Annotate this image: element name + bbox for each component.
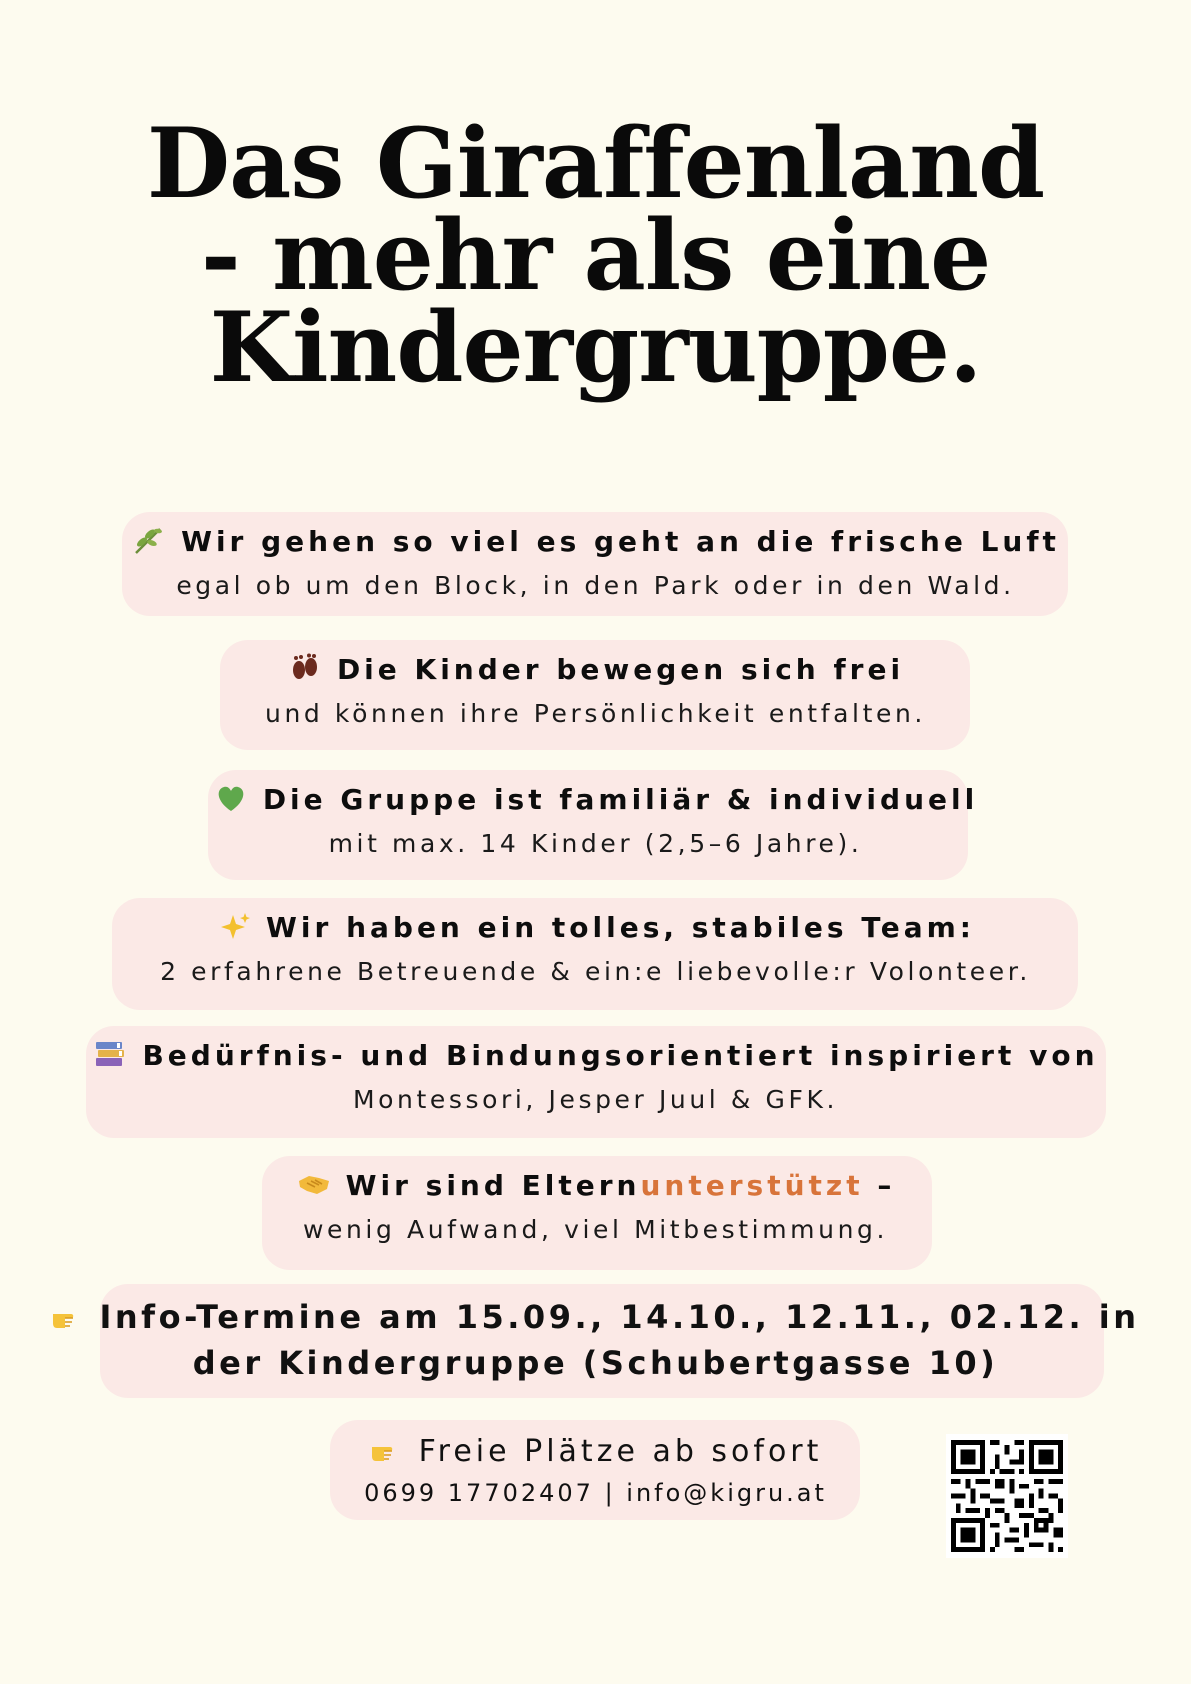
- title-line-3: Kindergruppe.: [209, 291, 982, 404]
- title-line-2: - mehr als eine: [200, 199, 991, 312]
- title-line-1: Das Giraffenland: [146, 107, 1045, 220]
- pointing-hand-icon: [51, 1298, 85, 1328]
- feature-description: und können ihre Persönlichkeit entfalten.: [265, 699, 926, 728]
- footprints-icon: [287, 653, 323, 683]
- feature-heading: Die Kinder bewegen sich frei: [0, 652, 1191, 688]
- feature-heading: Wir sind Elternunterstützt –: [0, 1168, 1191, 1204]
- feature-heading: Wir gehen so viel es geht an die frische Luft: [0, 524, 1191, 560]
- books-icon: [92, 1039, 128, 1069]
- feature-description: wenig Aufwand, viel Mitbestimmung.: [302, 1215, 889, 1244]
- feature-item-fresh-air: [0, 524, 1191, 604]
- feature-item-free-movement: [0, 652, 1191, 732]
- feature-item-pedagogy: [0, 1038, 1191, 1118]
- info-line-2: der Kindergruppe (Schubertgasse 10): [192, 1344, 999, 1382]
- feature-item-team: [0, 910, 1191, 990]
- feature-item-parent-run: [0, 1168, 1191, 1248]
- page-title: [0, 107, 1191, 404]
- feature-heading: Bedürfnis- und Bindungsorientiert inspiriert von: [0, 1038, 1191, 1074]
- free-spots-line: Freie Plätze ab sofort: [0, 1432, 1191, 1472]
- info-appointments: [0, 1294, 1191, 1386]
- pointing-hand-icon: [369, 1435, 405, 1465]
- sparkles-icon: [216, 911, 252, 941]
- feature-description: mit max. 14 Kinder (2,5–6 Jahre).: [328, 829, 863, 858]
- info-line-1: Info-Termine am 15.09., 14.10., 12.11., 02.12. in: [0, 1294, 1191, 1340]
- highlighted-word: unterstützt: [640, 1169, 864, 1202]
- qr-code[interactable]: [946, 1434, 1068, 1558]
- feature-description: Montessori, Jesper Juul & GFK.: [352, 1085, 839, 1114]
- feature-item-family-group: [0, 782, 1191, 862]
- feature-description: 2 erfahrene Betreuende & ein:e liebevolle:r Volonteer.: [160, 957, 1031, 986]
- contact-info: 0699 17702407 | info@kigru.at: [364, 1479, 827, 1507]
- sprout-icon: [131, 525, 167, 555]
- green-heart-icon: [213, 783, 249, 813]
- feature-heading: Wir haben ein tolles, stabiles Team:: [0, 910, 1191, 946]
- handshake-icon: [296, 1169, 332, 1199]
- feature-heading: Die Gruppe ist familiär & individuell: [0, 782, 1191, 818]
- feature-description: egal ob um den Block, in den Park oder in den Wald.: [176, 571, 1015, 600]
